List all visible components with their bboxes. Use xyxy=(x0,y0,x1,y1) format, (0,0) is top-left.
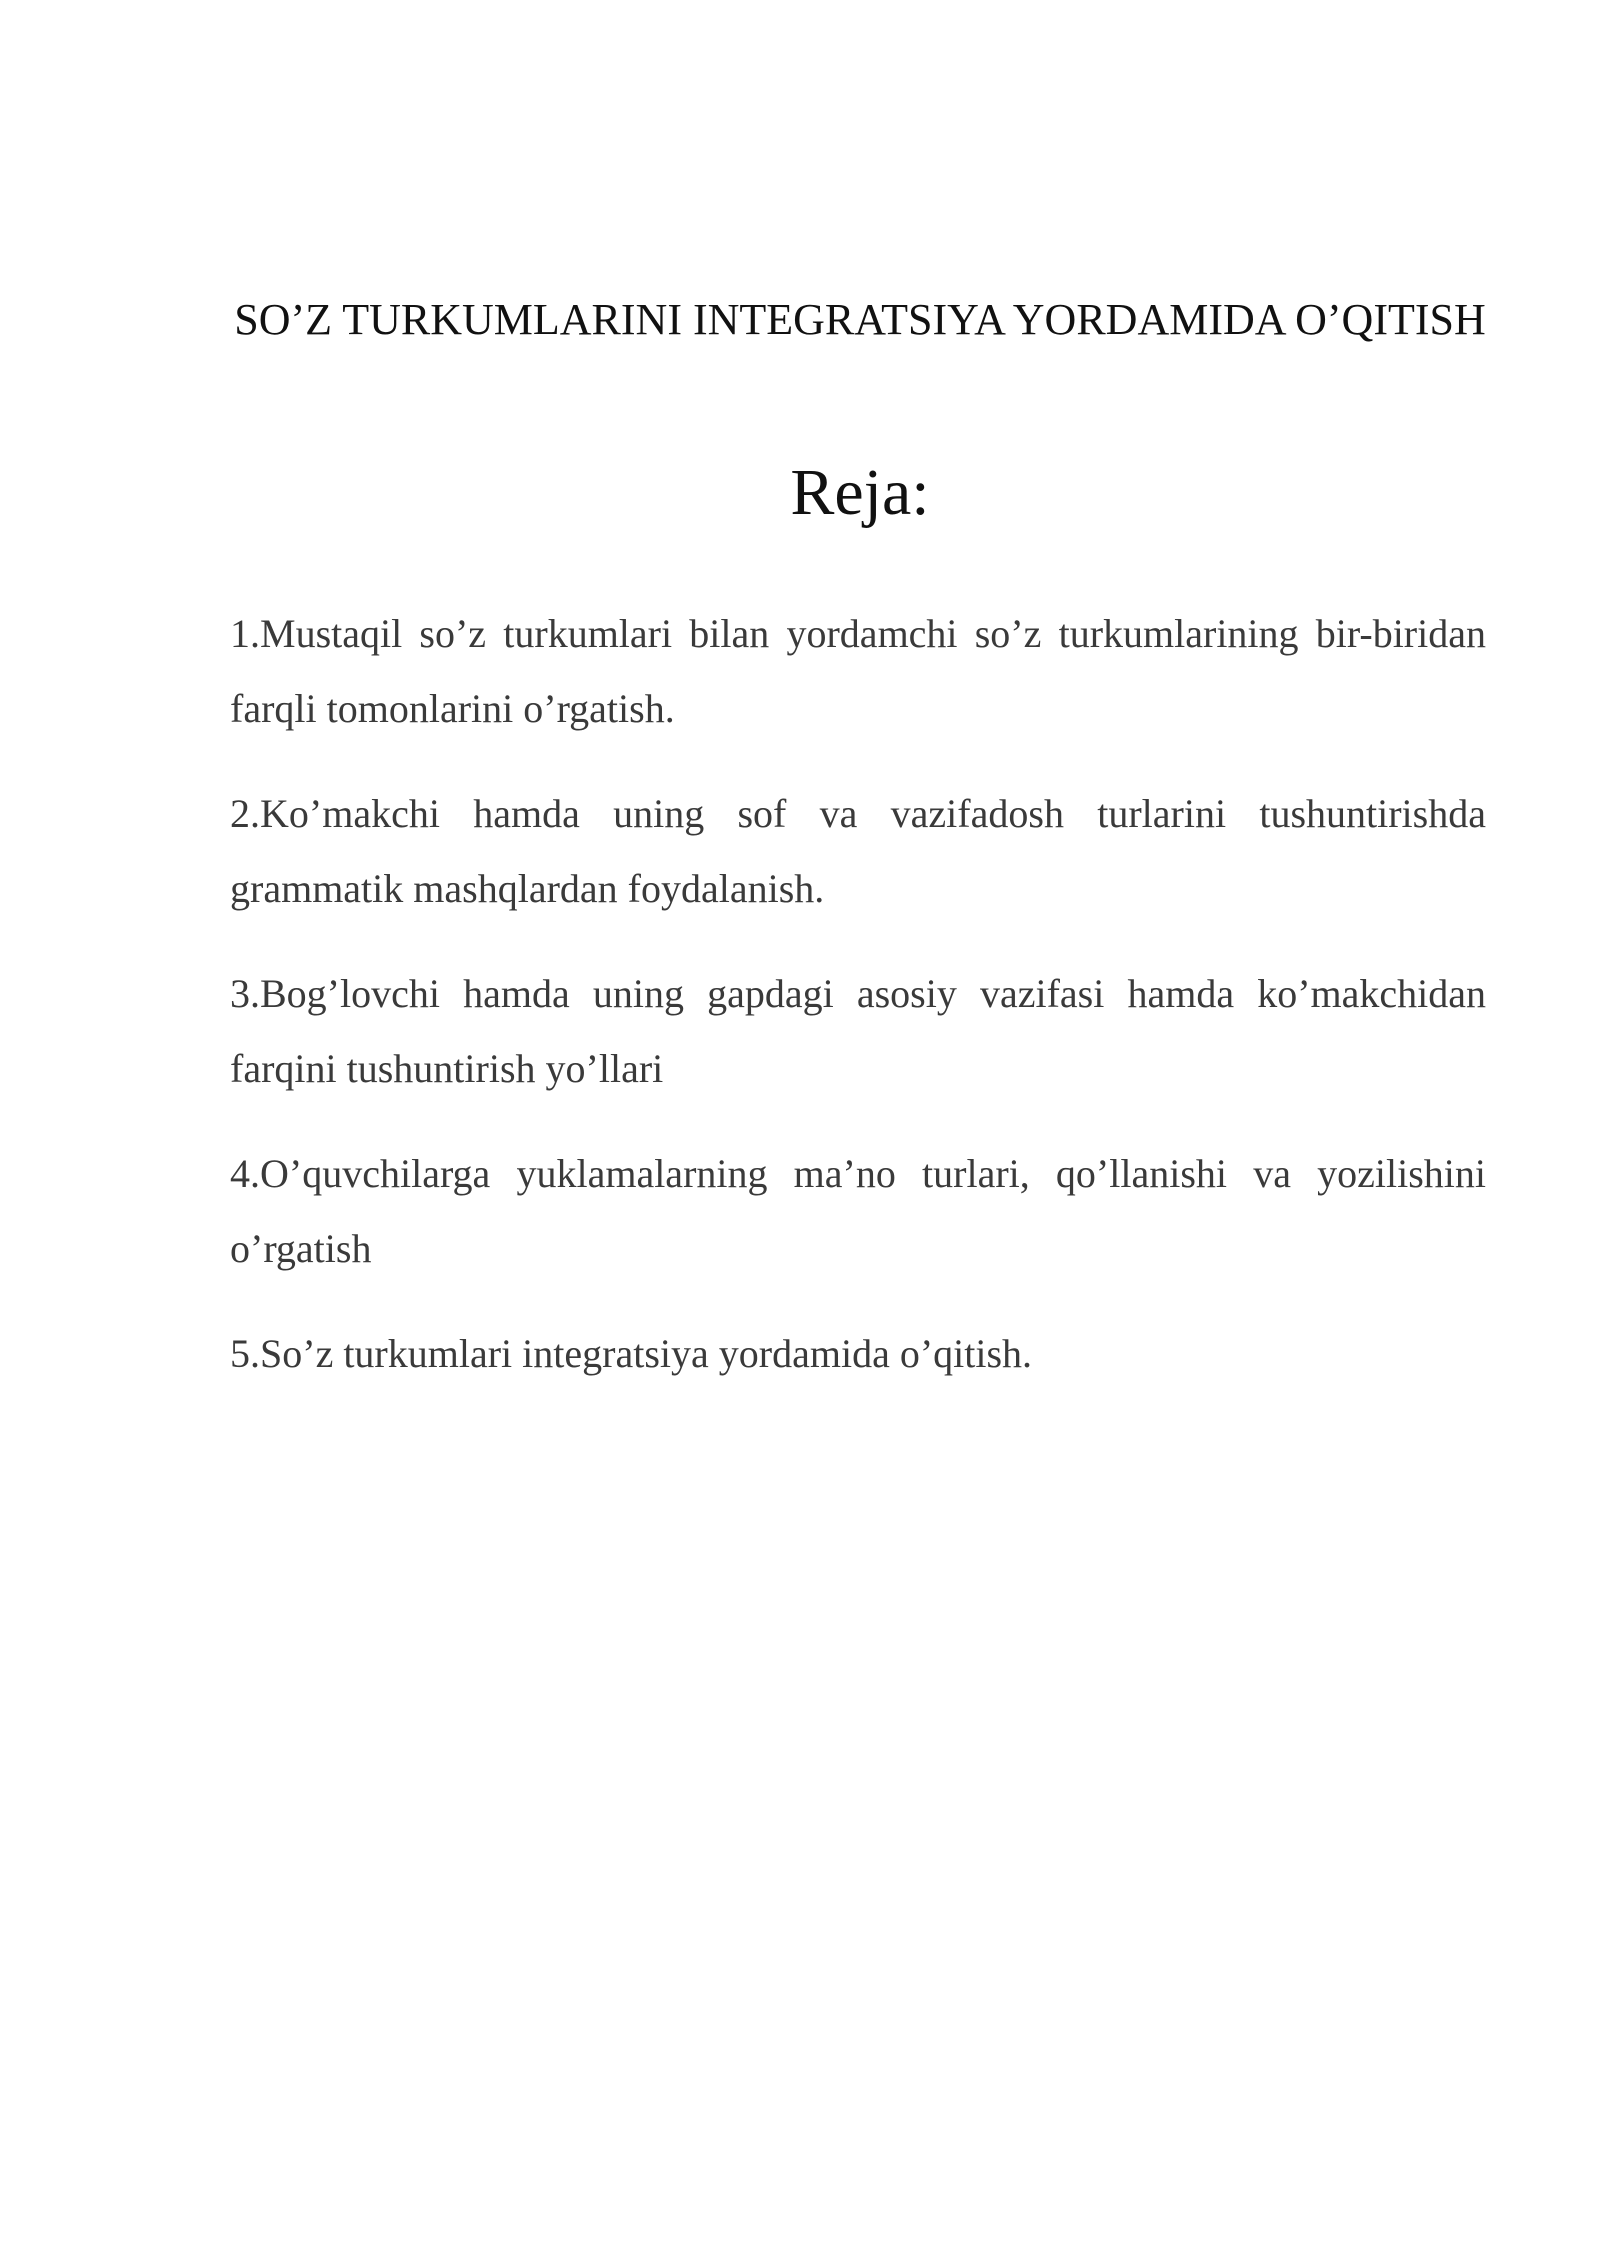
document-title: SO’Z TURKUMLARINI INTEGRATSIYA YORDAMIDA O’QITISH xyxy=(234,295,1486,344)
plan-item-2: 2.Ko’makchi hamda uning sof va vazifadosh turlarini tushuntirishda grammatik mashqlardan foydalanish. xyxy=(230,791,1486,911)
plan-item-3: 3.Bog’lovchi hamda uning gapdagi asosiy vazifasi hamda ko’makchidan farqini tushuntirish yo’llari xyxy=(230,971,1486,1091)
plan-item-5: 5.So’z turkumlari integratsiya yordamida o’qitish. xyxy=(230,1331,1033,1376)
plan-list xyxy=(230,596,1486,1421)
plan-item-1: 1.Mustaqil so’z turkumlari bilan yordamchi so’z turkumlarining bir-biridan farqli tomonlarini o’rgatish. xyxy=(230,611,1486,731)
plan-heading: Reja: xyxy=(790,456,930,529)
plan-item-4: 4.O’quvchilarga yuklamalarning ma’no turlari, qo’llanishi va yozilishini o’rgatish xyxy=(230,1151,1486,1271)
